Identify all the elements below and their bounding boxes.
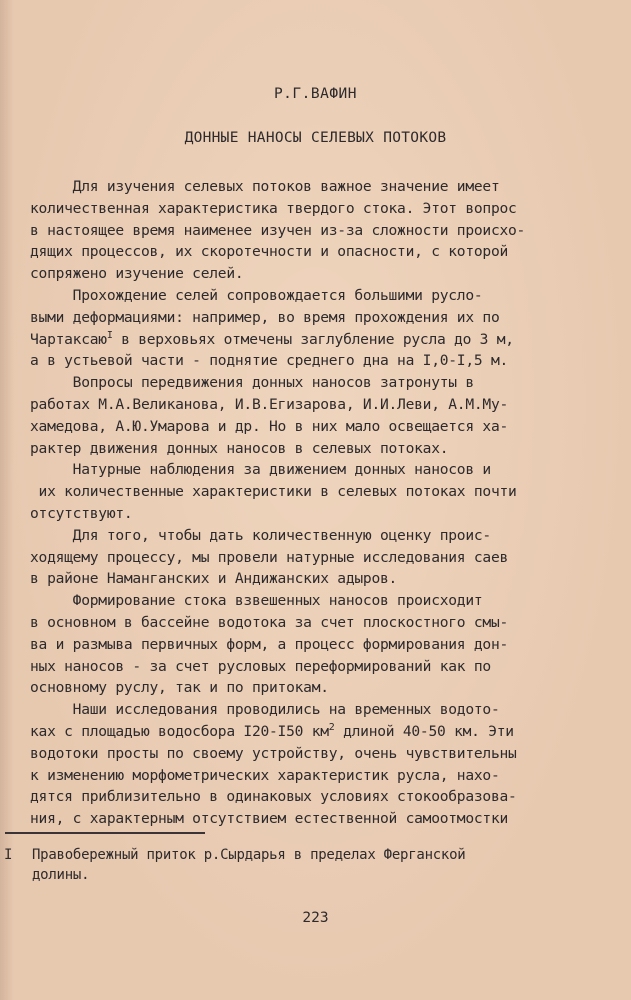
body-line: ходящему процессу, мы провели натурные исследования саев (30, 548, 509, 566)
body-line: ва и размыва первичных форм, а процесс формирования дон- (30, 635, 509, 653)
body-line: основному руслу, так и по притокам. (30, 679, 329, 697)
body-line-tail: в верховьях отмечены заглубление русла до 3 м, (112, 330, 514, 348)
body-line: дятся приблизительно в одинаковых условиях стокообразова- (30, 788, 517, 806)
body-line: Вопросы передвижения донных наносов затронуты в (30, 374, 474, 392)
footnote-line (4, 845, 604, 865)
area-unit-exponent: 2 (328, 722, 335, 734)
body-line: работах М.А.Великанова, И.В.Егизарова, И.И.Леви, А.М.Му- (30, 395, 509, 413)
body-line: ных наносов - за счет русловых переформирований как по (30, 657, 491, 675)
body-line-tail: длиной 40-50 км. Эти (334, 722, 514, 740)
body-line: ния, с характерным отсутствием естественной самоотмостки (30, 810, 509, 828)
body-line: в районе Наманганских и Андижанских адыров. (30, 570, 398, 588)
footnote-text: долины. (32, 867, 90, 883)
body-line: количественная характеристика твердого стока. Этот вопрос (30, 199, 517, 217)
body-line: Прохождение селей сопровождается большими русло- (30, 286, 483, 304)
body-line: Для того, чтобы дать количественную оценку проис- (30, 526, 491, 544)
body-line: Наши исследования проводились на временных водото- (30, 701, 500, 719)
footnote-mark: I (4, 847, 13, 863)
body-line: хамедова, А.Ю.Умарова и др. Но в них мало освещается ха- (30, 417, 509, 435)
body-line: их количественные характеристики в селевых потоках почти (30, 483, 517, 501)
body-line-head: ках с площадью водосбора I20-I50 км (30, 722, 329, 740)
footnote-reference: I (106, 329, 113, 341)
body-line: к изменению морфометрических характеристик русла, нахо- (30, 766, 500, 784)
body-line: а в устьевой части - поднятие среднего дна на I,0-I,5 м. (30, 352, 509, 370)
body-line: сопряжено изучение селей. (30, 265, 244, 283)
body-line: отсутствуют. (30, 504, 133, 522)
body-line: в основном в бассейне водотока за счет плоскостного смы- (30, 613, 509, 631)
article-body (30, 176, 590, 830)
page-number: 223 (302, 910, 329, 926)
body-line-head: Чартаксаю (30, 330, 107, 348)
footnote (4, 845, 604, 885)
article-title: ДОННЫЕ НАНОСЫ СЕЛЕВЫХ ПОТОКОВ (184, 130, 447, 146)
footnote-line (4, 865, 604, 885)
body-line: дящих процессов, их скоротечности и опасности, с которой (30, 243, 509, 261)
body-line: выми деформациями: например, во время прохождения их по (30, 308, 500, 326)
body-line-with-exponent (30, 721, 590, 743)
footnote-divider (5, 832, 205, 834)
footnote-text: Правобережный приток р.Сырдарья в пределах Ферганской (32, 847, 466, 863)
body-line-with-footnote (30, 329, 590, 351)
body-line: Натурные наблюдения за движением донных наносов и (30, 461, 491, 479)
body-line: в настоящее время наименее изучен из-за сложности происхо- (30, 221, 526, 239)
body-line: рактер движения донных наносов в селевых потоках. (30, 439, 449, 457)
body-line: водотоки просты по своему устройству, очень чувствительны (30, 744, 517, 762)
body-line: Формирование стока взвешенных наносов происходит (30, 592, 483, 610)
body-line: Для изучения селевых потоков важное значение имеет (30, 178, 500, 195)
author-name: Р.Г.ВАФИН (273, 86, 358, 102)
